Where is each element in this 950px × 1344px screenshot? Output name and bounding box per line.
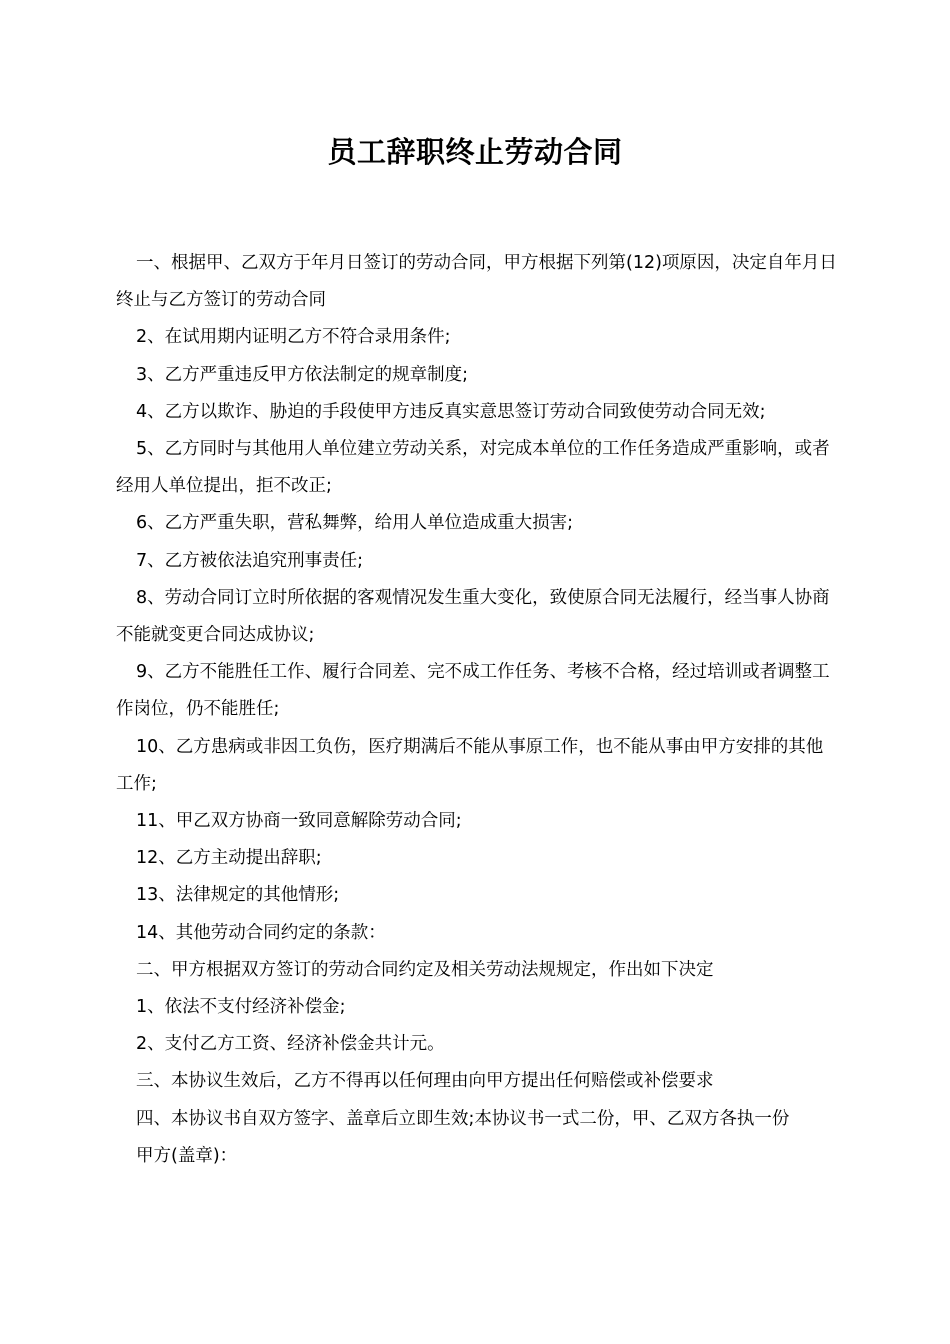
decision-item-2: 2、支付乙方工资、经济补偿金共计元。 [136,1034,445,1055]
party-a-seal-line: 甲方(盖章)： [136,1145,238,1166]
document-title: 员工辞职终止劳动合同 [327,135,623,169]
clause-item-3: 3、乙方严重违反甲方依法制定的规章制度; [136,364,469,385]
clause-item-11: 11、甲乙双方协商一致同意解除劳动合同; [136,811,462,832]
clause-item-4: 4、乙方以欺诈、胁迫的手段使甲方违反真实意思签订劳动合同致使劳动合同无效; [136,401,766,422]
decision-item-1: 1、依法不支付经济补偿金; [136,997,346,1018]
clause-item-9: 9、乙方不能胜任工作、履行合同差、完不成工作任务、考核不合格，经过培训或者调整工作岗位，仍不能胜任; [116,662,830,720]
clause-2-decision: 二、甲方根据双方签订的劳动合同约定及相关劳动法规规定，作出如下决定 [136,959,714,980]
clause-item-6: 6、乙方严重失职，营私舞弊，给用人单位造成重大损害; [136,513,574,534]
clause-item-7: 7、乙方被依法追究刑事责任; [136,550,364,571]
clause-item-8: 8、劳动合同订立时所依据的客观情况发生重大变化，致使原合同无法履行，经当事人协商不能就变更合同达成协议; [116,587,830,646]
clause-1-intro: 一、根据甲、乙双方于年月日签订的劳动合同，甲方根据下列第(12)项原因，决定自年月日终止与乙方签订的劳动合同 [116,253,837,311]
clause-item-14: 14、其他劳动合同约定的条款： [136,922,386,943]
clause-item-12: 12、乙方主动提出辞职; [136,848,322,869]
clause-item-5: 5、乙方同时与其他用人单位建立劳动关系，对完成本单位的工作任务造成严重影响，或者经用人单位提出，拒不改正; [116,439,830,497]
clause-item-13: 13、法律规定的其他情形; [136,885,340,906]
document-body [116,245,840,1175]
clause-item-2: 2、在试用期内证明乙方不符合录用条件; [136,327,451,348]
clause-item-10: 10、乙方患病或非因工负伤，医疗期满后不能从事原工作，也不能从事由甲方安排的其他工作; [116,736,824,794]
clause-4-effectiveness: 四、本协议书自双方签字、盖章后立即生效;本协议书一式二份，甲、乙双方各执一份 [136,1108,790,1129]
clause-3-waiver: 三、本协议生效后，乙方不得再以任何理由向甲方提出任何赔偿或补偿要求 [136,1071,714,1092]
